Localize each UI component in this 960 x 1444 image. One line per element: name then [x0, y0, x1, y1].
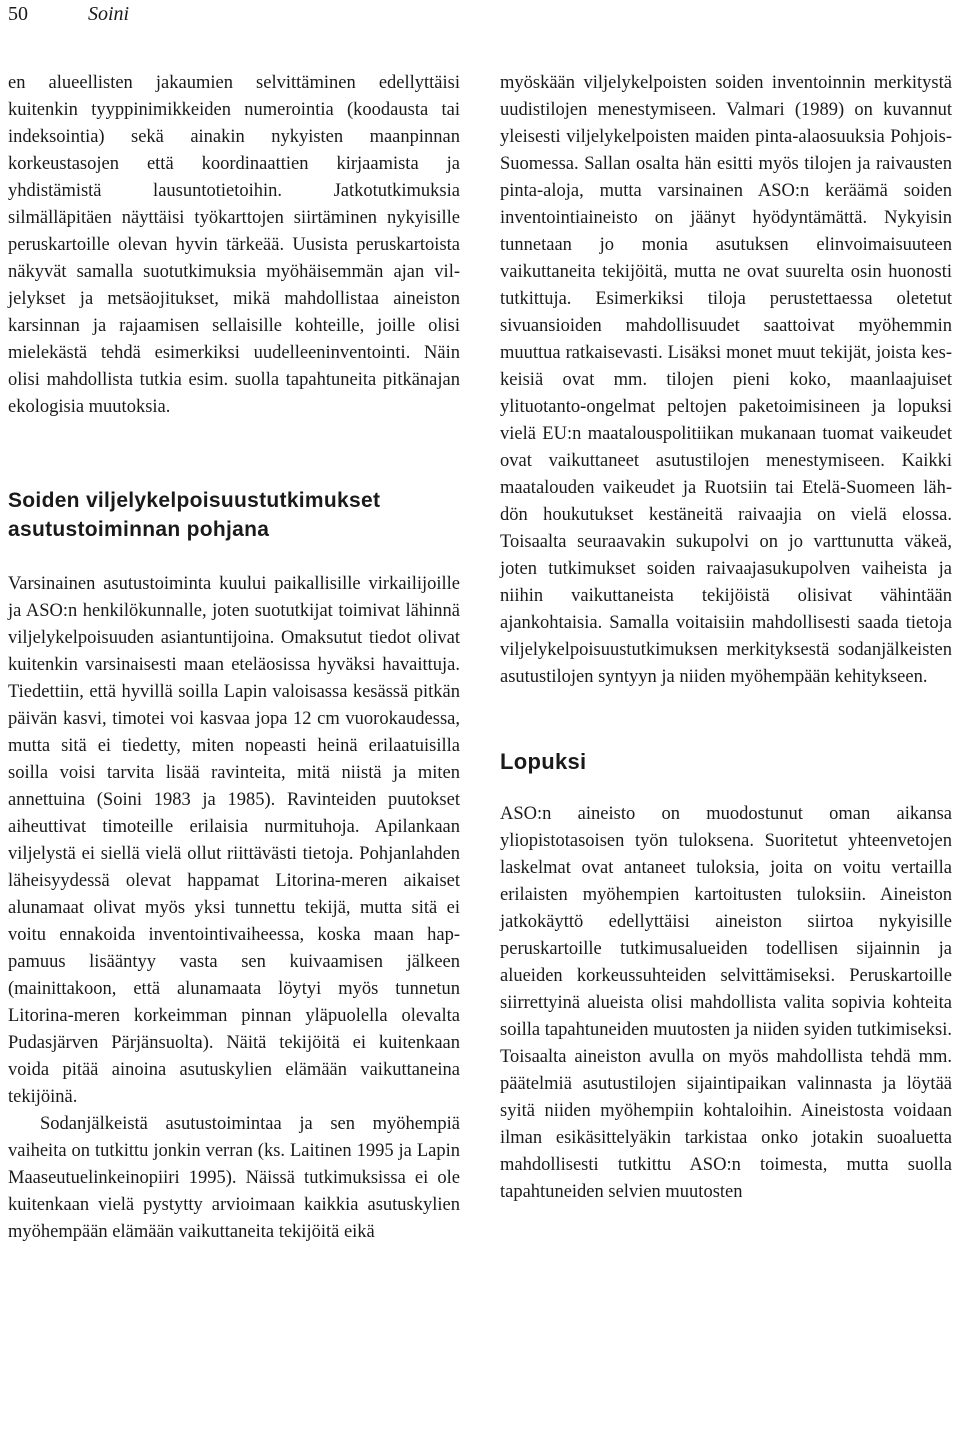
right-column [500, 70, 952, 1206]
right-paragraph-1: myöskään viljelykelpoisten soiden inventoinnin merkitystä uudistilojen menestymiseen. Valmari (1989) on kuvannut yleisesti viljelykelpoisten maiden pinta-alaosuuksia Pohjois-Suomessa. Sallan osalta hän esitti myös tilojen ja raivausten pinta-aloja, mutta varsinainen ASO:n keräämä soiden inventointiaineisto on jäänyt hyödyntämättä. Nykyisin tunnetaan jo monia asutuksen elinvoimaisuuteen vaikuttaneita tekijöitä, mutta ne ovat suurelta osin huonosti tutkittuja. Esimerkiksi tiloja perustettaessa oletetut sivuansioiden mahdollisuudet saattoivat myöhemmin muuttua ratkaisevasti. Lisäksi monet muut tekijät, joista keskeisiä ovat mm. tilojen pieni koko, maanlaajuiset ylituotanto-ongelmat peltojen paketoimisineen ja lopuksi vielä EU:n maatalouspolitiikan mukanaan tuomat vaikeudet ovat vaikuttaneet asutustilojen menestymiseen. Kaikki maatalouden vaikeudet ja Ruotsiin tai Etelä-Suomeen lähdön houkutukset kestäneitä raivaajia on vielä elossa. Toisaalta seuraavakin sukupolvi on jo varttunutta väkeä, joten tutkimukset soiden raivaajasukupolven vaiheista ja niihin vaikuttaneista tekijöistä olisivat vähintään ajankohtaisia. Samalla voitaisiin mahdollisesti saada tietoja viljelykelpoisuustutkimuksen merkityksestä sodanjälkeisten asutustilojen syntyyn ja niiden myöhempään kehitykseen. [500, 73, 952, 687]
left-paragraph-1: en alueellisten jakaumien selvittäminen edellyttäisi kuitenkin tyyppinimikkeiden numerointia (koodausta tai indeksointia) sekä ainakin nykyisten maanpinnan korkeustasojen että koordinaattien kirjaamista ja yhdistämistä lausuntotietoihin. Jatkotutkimuksia silmälläpitäen näyttäisi työkarttojen siirtäminen nykyisille peruskartoille olevan hyvin tärkeää. Uusista peruskartoista näkyvät samalla suotutkimuksia myöhäisemmän ajan viljelykset ja metsäojitukset, mikä mahdollistaa aineiston karsinnan ja rajaamisen sellaisille kohteille, joille olisi mielekästä tehdä esimerkiksi uudelleeninventointi. Näin olisi mahdollista tutkia esim. suolla tapahtuneita pitkänajan ekologisia muutoksia. [8, 73, 460, 417]
page-number: 50 [8, 3, 28, 25]
left-paragraph-3: Sodanjälkeistä asutustoimintaa ja sen myöhempiä vaiheita on tutkittu jonkin verran (ks. Laitinen 1995 ja Lapin Maaseutuelinkeinopiiri 1995). Näissä tutkimuksissa ei ole kuitenkaan vielä pystytty arvioimaan kaikkia asutuskylien myöhempään elämään vaikuttaneita tekijöitä eikä [8, 1114, 460, 1242]
left-column [8, 70, 460, 1246]
left-paragraph-2: Varsinainen asutustoiminta kuului paikallisille virkailijoille ja ASO:n henkilökunnalle, joten suotutkijat toimivat lähinnä viljelykelpoisuuden asiantuntijoina. Omaksutut tiedot olivat kuitenkin varsinaisesti maan eteläosissa hyväksi havaittuja. Tiedettiin, että hyvillä soilla Lapin valoisassa kesässä pitkän päivän kasvi, timotei voi kasvaa jopa 12 cm vuorokaudessa, mutta sitä ei tiedetty, miten nopeasti heinä erilaatuisilla soilla voisi tarvita lisää ravinteita, mitä niistä ja miten annettuina (Soini 1983 ja 1985). Ravinteiden puutokset aiheuttivat timoteille erilaisia nurmituhoja. Apilankaan viljelystä ei siellä vielä ollut riittävästi tietoja. Pohjanlahden läheisyydessä olevat happamat Litorina-meren aikaiset alunamaat olivat myös yksi tunnettu tekijä, mutta sitä ei voitu ennakoida inventointivaiheessa, koska maan happamuus lisääntyy vasta sen kuivaamisen jälkeen (mainittakoon, että alunamaata löytyi myös tunnetun Litorina-meren korkeimman pinnan yläpuolella olevalta Pudasjärven Pärjänsuolta). Näitä tekijöitä ei kuitenkaan voida pitää ainoina asutuskylien elämään vaikuttaneina tekijöinä. [8, 574, 460, 1107]
section-heading-asutustoiminta: Soiden viljelykelpoisuustutkimukset asutustoiminnan pohjana [8, 489, 381, 541]
section-heading-lopuksi: Lopuksi [500, 749, 587, 774]
running-head [8, 0, 129, 28]
right-paragraph-2: ASO:n aineisto on muodostunut oman aikansa yliopistotasoisen työn tuloksena. Suoritetut yhteenvetojen laskelmat ovat antaneet tuloksia, joita on voitu vertailla erilaisten myöhempien kartoitusten tuloksiin. Aineiston jatkokäyttö edellyttäisi aineiston siirtoa nykyisille peruskartoille tutkimusalueiden todellisen sijainnin ja alueiden korkeussuhteiden selvittämiseksi. Peruskartoille siirrettyinä alueista olisi mahdollista valita sopivia kohteita soilla tapahtuneiden muutosten ja niiden syiden tutkimiseksi. Toisaalta aineiston avulla on myös mahdollista tehdä mm. päätelmiä asutustilojen sijaintipaikan valinnasta ja löytää syitä niiden myöhempiin kohtaloihin. Aineistosta voidaan ilman esikäsittelyäkin tarkistaa onko jotakin suoaluetta mahdollisesti tutkittu ASO:n toimesta, mutta suolla tapahtuneiden selvien muutosten [500, 804, 952, 1202]
running-head-author: Soini [88, 3, 130, 25]
